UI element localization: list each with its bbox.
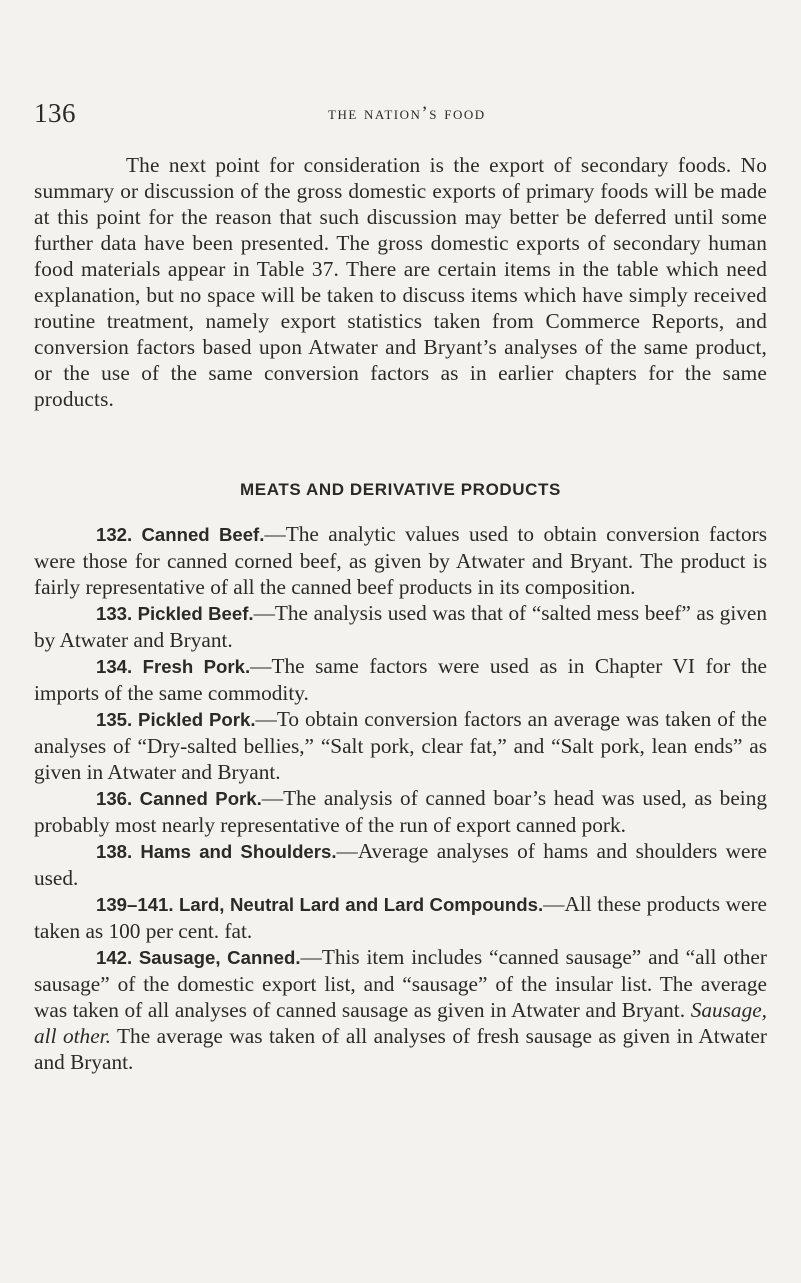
entry-title: 142. Sausage, Canned.: [96, 947, 301, 968]
entry-title: 135. Pickled Pork.: [96, 709, 256, 730]
entry-text: —The analytic values used to obtain conversion factors were those for canned corned beef, as given by Atwater and Bryant. The product is fairly representative of all the canned beef products in its composition.: [34, 522, 767, 599]
page-header: [0, 98, 801, 138]
entry-pickled-pork: [34, 706, 767, 785]
entry-title: 136. Canned Pork.: [96, 788, 262, 809]
entry-text: —This item includes “canned sausage” and “all other sausage” of the domestic export list, and “sausage” of the insular list. The average was taken of all analyses of canned sausage as given in Atwater and Bryant.: [34, 945, 767, 1022]
entry-text: —All these products were taken as 100 per cent. fat.: [34, 892, 768, 943]
entry-title: 138. Hams and Shoulders.: [96, 841, 337, 862]
running-head: the nation’s food: [328, 103, 486, 124]
entries-list: [34, 521, 767, 1075]
entry-italic-lead: Sausage, all other.: [34, 998, 767, 1048]
page-number: 136: [34, 98, 76, 128]
entry-text: —The same factors were used as in Chapter VI for the imports of the same commodity.: [34, 654, 767, 705]
entry-text: —To obtain conversion factors an average was taken of the analyses of “Dry-salted bellies,” “Salt pork, clear fat,” and “Salt pork, lean ends” as given in Atwater and Bryant.: [34, 707, 767, 784]
entry-text: —The analysis of canned boar’s head was used, as being probably most nearly representative of the run of export canned pork.: [34, 786, 767, 837]
section-heading: MEATS AND DERIVATIVE PRODUCTS: [240, 480, 561, 499]
entry-canned-beef: [34, 521, 767, 600]
entry-text: —The analysis used was that of “salted mess beef” as given by Atwater and Bryant.: [34, 601, 767, 652]
entry-fresh-pork: [34, 653, 767, 706]
entry-text: —Average analyses of hams and shoulders were used.: [34, 839, 767, 890]
entry-title: 139–141. Lard, Neutral Lard and Lard Compounds.: [96, 894, 544, 915]
entry-sausage-canned: [34, 944, 767, 1075]
entry-hams-and-shoulders: [34, 838, 767, 891]
entry-lard: [34, 891, 767, 944]
entry-title: 132. Canned Beef.: [96, 524, 265, 545]
entry-title: 134. Fresh Pork.: [96, 656, 251, 677]
intro-paragraph: The next point for consideration is the export of secondary foods. No summary or discussion of the gross domestic exports of primary foods will be made at this point for the reason that such discussion may better be deferred until some further data have been presented. The gross domestic exports of secondary human food materials appear in Table 37. There are certain items in the table which need explanation, but no space will be taken to discuss items which have simply received routine treatment, namely export statistics taken from Commerce Reports, and conversion factors based upon Atwater and Bryant’s analyses of the same product, or the use of the same conversion factors as in earlier chapters for the same products.: [34, 153, 767, 411]
entry-pickled-beef: [34, 600, 767, 653]
entry-canned-pork: [34, 785, 767, 838]
entry-title: 133. Pickled Beef.: [96, 603, 254, 624]
entry-text-after: The average was taken of all analyses of fresh sausage as given in Atwater and Bryant.: [34, 1024, 767, 1074]
